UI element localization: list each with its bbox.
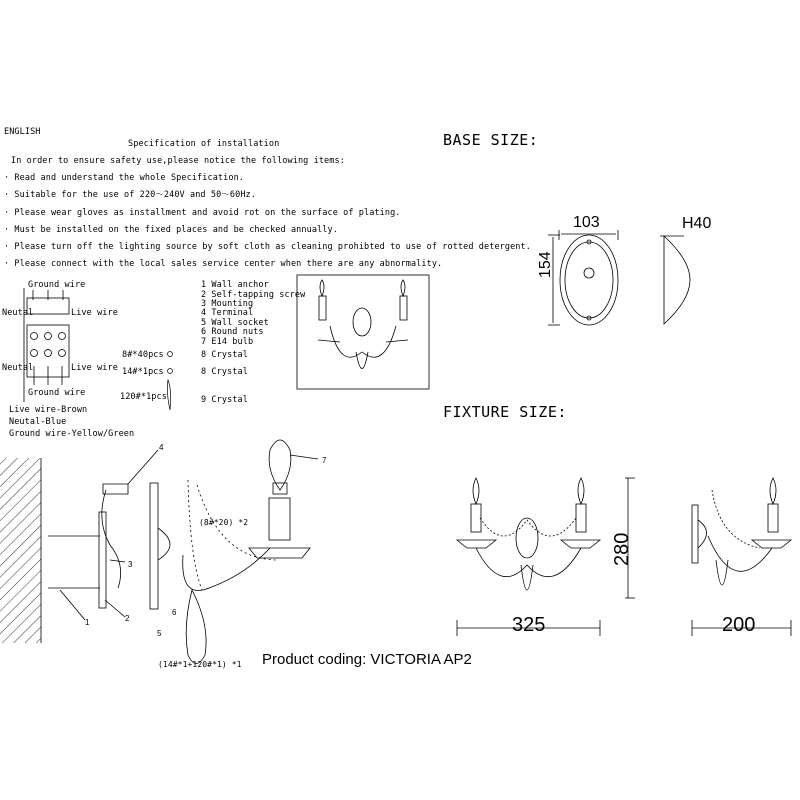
wiring-ground-top: Ground wire (28, 280, 86, 290)
callout-6: 6 (172, 608, 177, 617)
callout-5: 5 (157, 629, 162, 638)
wiring-legend-ground: Ground wire-Yellow/Green (9, 429, 135, 439)
spec-title: Specification of installation (128, 139, 280, 149)
front-view-box (297, 275, 429, 389)
part-item: 6 Round nuts (201, 327, 264, 337)
spec-item: · Please wear gloves as installment and avoid rot on the surface of plating. (4, 208, 401, 218)
fixture-size-heading: FIXTURE SIZE: (443, 403, 567, 421)
language-label: ENGLISH (4, 127, 41, 137)
fixture-side-drawing (692, 478, 791, 636)
crystal-qty: 120#*1pcs (120, 392, 167, 402)
base-size-heading: BASE SIZE: (443, 131, 539, 149)
part-item: 4 Terminal (201, 308, 254, 318)
wiring-live-bottom: Live wire (71, 363, 118, 373)
callout-2: 2 (125, 614, 130, 623)
base-height-dim: 154 (537, 251, 554, 278)
crystal-label: 9 Crystal (201, 395, 248, 405)
crystal-label: 8 Crystal (201, 350, 248, 360)
drop-note: (14#*1+120#*1) *1 (158, 660, 242, 669)
callout-7: 7 (322, 456, 327, 465)
part-item: 3 Mounting (201, 299, 254, 309)
crystal-icons (167, 352, 172, 411)
callout-4: 4 (159, 443, 164, 452)
spec-item: · Read and understand the whole Specification. (4, 173, 245, 183)
base-width-dim: 103 (573, 214, 600, 231)
callout-1: 1 (85, 618, 90, 627)
crystal-qty: 14#*1pcs (122, 367, 164, 377)
crystal-label: 8 Crystal (201, 367, 248, 377)
fixture-depth-dim: 200 (722, 614, 756, 636)
wiring-ground-bottom: Ground wire (28, 388, 86, 398)
wiring-neutal-bottom: Neutal (2, 363, 34, 373)
wiring-terminal-diagram (24, 288, 69, 402)
part-item: 2 Self-tapping screw (201, 290, 306, 300)
fixture-height-dim: 280 (611, 532, 633, 566)
wiring-legend-live: Live wire-Brown (9, 405, 88, 415)
wiring-neutal-top: Neutal (2, 308, 34, 318)
base-size-drawing (548, 230, 690, 325)
spec-item: · Please turn off the lighting source by soft cloth as cleaning prohibted to use of rotted detergent. (4, 242, 531, 252)
crystal-qty: 8#*40pcs (122, 350, 164, 360)
chain-note: (8#*20) *2 (199, 518, 249, 527)
wiring-legend-neutal: Neutal-Blue (9, 417, 67, 427)
part-item: 5 Wall socket (201, 318, 269, 328)
fixture-front-drawing (457, 478, 635, 636)
wiring-live-top: Live wire (71, 308, 118, 318)
product-coding: Product coding: VICTORIA AP2 (262, 651, 472, 668)
spec-item: · Suitable for the use of 220～240V and 50～60Hz. (4, 190, 256, 200)
callout-3: 3 (128, 560, 133, 569)
fixture-width-dim: 325 (512, 614, 546, 636)
spec-item: · Must be installed on the fixed places and be checked annually. (4, 225, 338, 235)
spec-intro: In order to ensure safety use,please notice the following items: (11, 156, 345, 166)
part-item: 1 Wall anchor (201, 280, 269, 290)
spec-item: · Please connect with the local sales service center when there are any abnormality. (4, 259, 443, 269)
part-item: 7 E14 bulb (201, 337, 254, 347)
base-depth-dim: H40 (682, 215, 712, 232)
